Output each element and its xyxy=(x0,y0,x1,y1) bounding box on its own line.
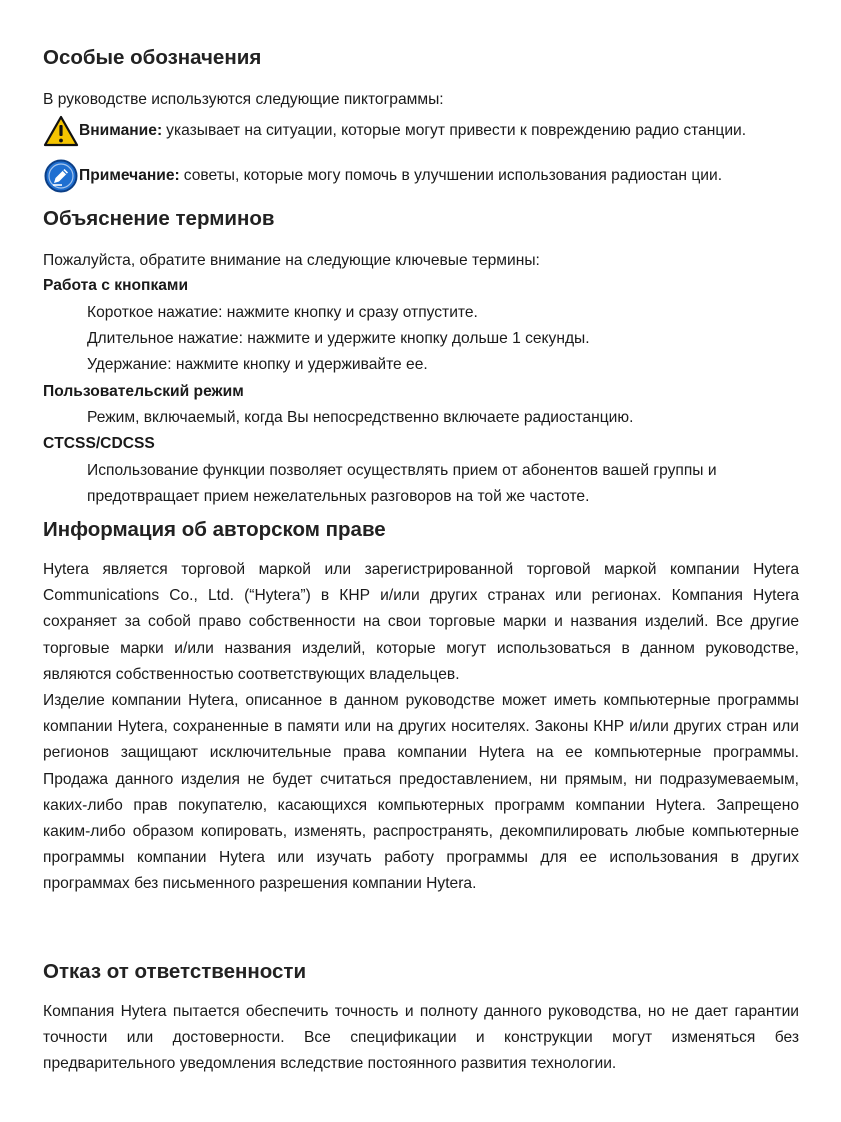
short-press-text: Короткое нажатие: нажмите кнопку и сразу отпустите. xyxy=(87,304,478,321)
note-pencil-icon xyxy=(43,159,79,193)
ctcss-heading: CTCSS/CDCSS xyxy=(43,435,155,452)
note-notice xyxy=(43,159,722,193)
caution-text: указывает на ситуации, которые могут привести к повреждению радио станции. xyxy=(166,122,747,139)
caution-label: Внимание: xyxy=(79,122,163,139)
ctcss-text-line1: Использование функции позволяет осуществлять прием от абонентов вашей группы и xyxy=(87,462,717,479)
section-title-special-symbols: Особые обозначения xyxy=(43,46,262,69)
hold-text: Удержание: нажмите кнопку и удерживайте ее. xyxy=(87,356,428,373)
user-mode-text: Режим, включаемый, когда Вы непосредственно включаете радиостанцию. xyxy=(87,409,634,426)
section-title-copyright: Информация об авторском праве xyxy=(43,518,386,541)
copyright-body xyxy=(43,557,799,898)
section-title-disclaimer: Отказ от ответственности xyxy=(43,960,307,983)
warning-triangle-icon xyxy=(43,114,79,148)
user-mode-heading: Пользовательский режим xyxy=(43,383,244,400)
terms-intro: Пожалуйста, обратите внимание на следующие ключевые термины: xyxy=(43,252,540,269)
note-text: советы, которые могу помочь в улучшении использования радиостан ции. xyxy=(183,167,723,184)
disclaimer-paragraph-1: Компания Hytera пытается обеспечить точность и полноту данного руководства, но не дает гарантии точности или достоверности. Все спецификации и конструкции могут изменяться без предварительного уведомления вследствие постоянного развития технологии. xyxy=(43,1003,799,1073)
buttons-heading: Работа с кнопками xyxy=(43,277,189,294)
copyright-paragraph-1: Hytera является торговой маркой или зарегистрированной торговой маркой компании Hytera Communications Co., Ltd. (“Hytera”) в КНР и/или других странах или регионах. Компания Hytera сохраняет за собой право собственности на свои торговые марки и названия изделий. Все другие торговые марки и/или названия изделий, которые могут использоваться в данном руководстве, являются собственностью соответствующих владельцев. xyxy=(43,561,799,683)
caution-notice xyxy=(43,114,746,148)
section-title-terms: Объяснение терминов xyxy=(43,207,275,230)
copyright-paragraph-2: Изделие компании Hytera, описанное в данном руководстве может иметь компьютерные программы компании Hytera, сохраненные в памяти или на других носителях. Законы КНР и/или других стран или регионов защищают исключительные права компании Hytera на ее компьютерные программы. Продажа данного изделия не будет считаться предоставлением, ни прямым, ни подразумеваемым, каких-либо прав покупателю, касающихся компьютерных программ компании Hytera. Запрещено каким-либо образом копировать, изменять, распространять, декомпилировать любые компьютерные программы компании Hytera или изучать работу программы для ее использования в других программах без письменного разрешения компании Hytera. xyxy=(43,692,799,893)
disclaimer-body xyxy=(43,999,799,1078)
long-press-text: Длительное нажатие: нажмите и удержите кнопку дольше 1 секунды. xyxy=(87,330,590,347)
ctcss-text-line2: предотвращает прием нежелательных разговоров на той же частоте. xyxy=(87,488,590,505)
special-intro: В руководстве используются следующие пиктограммы: xyxy=(43,91,444,108)
note-label: Примечание: xyxy=(79,167,180,184)
